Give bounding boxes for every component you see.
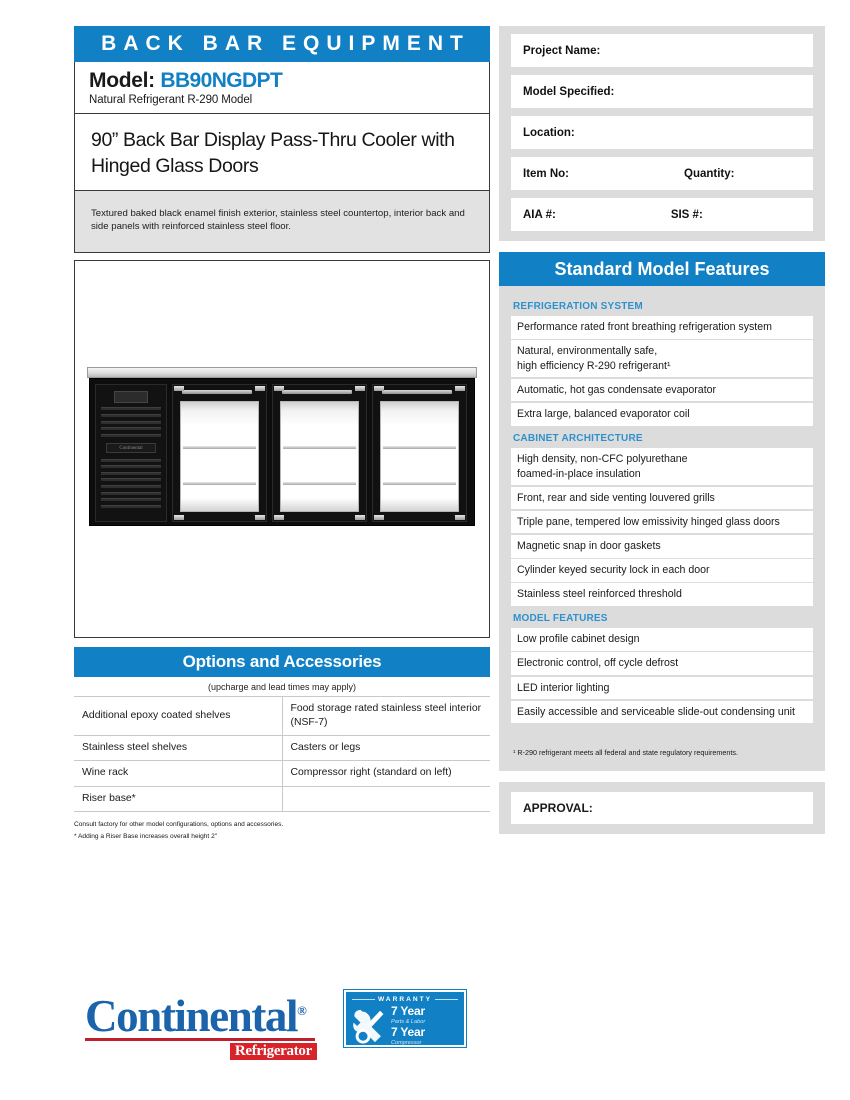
company-name-text: Continental (85, 991, 298, 1041)
product-illustration (87, 367, 477, 527)
glass-pane-2 (280, 401, 359, 512)
options-table-body (74, 697, 490, 811)
product-description-box (74, 114, 490, 190)
options-footnote-1: Consult factory for other model configurations, options and accessories. (74, 820, 284, 828)
glass-pane-1 (180, 401, 259, 512)
options-cell: Compressor right (standard on left) (282, 761, 490, 786)
branding-row (74, 985, 490, 1065)
model-label: Model: (89, 69, 155, 92)
feature-item: Automatic, hot gas condensate evaporator (511, 379, 813, 402)
options-cell: Additional epoxy coated shelves (74, 697, 282, 736)
spec-field-label: Location: (523, 126, 575, 139)
construction-note-box (74, 191, 490, 254)
feature-item: Low profile cabinet design (511, 628, 813, 651)
glass-pane-3 (380, 401, 459, 512)
spec-field-row[interactable] (511, 116, 813, 149)
left-column (74, 26, 490, 844)
feature-item: Cylinder keyed security lock in each door (511, 559, 813, 582)
feature-item: Triple pane, tempered low emissivity hinged glass doors (511, 511, 813, 534)
spec-field-label: AIA #: (523, 208, 556, 221)
feature-item: Front, rear and side venting louvered grills (511, 487, 813, 510)
feature-group-title: CABINET ARCHITECTURE (513, 433, 643, 445)
feature-item: LED interior lighting (511, 677, 813, 700)
warranty-term-2-scope: Compressor (391, 1040, 422, 1046)
model-box (74, 62, 490, 114)
spec-form-fields (511, 34, 813, 231)
spec-field-label: Project Name: (523, 44, 601, 57)
options-cell: Casters or legs (282, 736, 490, 761)
brand-plate: Continental (106, 443, 156, 453)
company-name (85, 985, 317, 1042)
options-cell: Riser base* (74, 786, 282, 811)
glass-door-1 (172, 384, 267, 522)
standard-features-panel (499, 252, 825, 771)
features-groups (499, 286, 825, 723)
warranty-term-1-years: 7 Year (391, 1004, 425, 1018)
door-handle-icon (182, 390, 252, 394)
options-cell: Stainless steel shelves (74, 736, 282, 761)
features-footnote: ¹ R-290 refrigerant meets all federal and state regulatory requirements. (513, 747, 738, 757)
spec-field-label-secondary: Quantity: (684, 167, 735, 180)
approval-panel (499, 782, 825, 834)
spec-field-label: Item No: (523, 167, 569, 180)
features-section-title: Standard Model Features (499, 252, 825, 286)
feature-item: Easily accessible and serviceable slide-out condensing unit (511, 701, 813, 724)
feature-item: Natural, environmentally safe, high efficiency R-290 refrigerant¹ (511, 340, 813, 377)
options-row (74, 761, 490, 786)
spec-field-row[interactable] (511, 75, 813, 108)
warranty-heading: WARRANTY (377, 996, 433, 1003)
control-display (114, 391, 148, 403)
feature-group-title: REFRIGERATION SYSTEM (513, 301, 643, 312)
glass-door-3 (372, 384, 467, 522)
door-handle-icon (382, 390, 452, 394)
glass-door-2 (272, 384, 367, 522)
options-footnotes (74, 819, 490, 844)
refrigerant-note: Natural Refrigerant R-290 Model (89, 94, 253, 107)
options-footnote-2: * Adding a Riser Base increases overall height 2" (74, 833, 218, 841)
feature-item: Magnetic snap in door gaskets (511, 535, 813, 558)
right-column (499, 26, 825, 834)
options-row (74, 786, 490, 811)
options-subtitle: (upcharge and lead times may apply) (74, 677, 490, 697)
registered-mark-icon: ® (297, 1003, 307, 1018)
options-row (74, 697, 490, 736)
product-line-label: Refrigerator (230, 1043, 317, 1060)
warranty-term-1-scope: Parts & Labor (391, 1019, 426, 1025)
options-cell (282, 786, 490, 811)
spec-field-row[interactable] (511, 198, 813, 231)
wrench-screwdriver-icon (352, 1008, 386, 1044)
approval-field[interactable] (511, 792, 813, 824)
spec-form-panel (499, 26, 825, 241)
cabinet-body (89, 378, 475, 526)
feature-item: Electronic control, off cycle defrost (511, 652, 813, 675)
options-cell: Food storage rated stainless steel interior (NSF-7) (282, 697, 490, 736)
warranty-terms (391, 1005, 425, 1047)
warranty-heading-row (352, 996, 458, 1003)
spec-field-label-secondary: SIS #: (670, 208, 703, 221)
spec-field-label: Model Specified: (523, 85, 615, 98)
options-section (74, 647, 490, 843)
model-line (89, 70, 475, 92)
feature-item: Performance rated front breathing refrigeration system (511, 316, 813, 339)
feature-item: Extra large, balanced evaporator coil (511, 403, 813, 426)
model-number: BB90NGDPT (160, 69, 283, 92)
warranty-term-2-years: 7 Year (391, 1025, 425, 1039)
warranty-badge (344, 990, 466, 1047)
feature-group-title: MODEL FEATURES (513, 613, 608, 625)
spec-field-row[interactable] (511, 157, 813, 190)
product-image-panel (74, 260, 490, 638)
continental-logo (85, 985, 317, 1060)
options-section-title: Options and Accessories (74, 647, 490, 677)
product-title: 90” Back Bar Display Pass-Thru Cooler with Hinged Glass Doors (91, 129, 455, 177)
category-title-bar: BACK BAR EQUIPMENT (74, 26, 490, 62)
stainless-countertop (87, 367, 477, 378)
feature-item: Stainless steel reinforced threshold (511, 583, 813, 606)
door-handle-icon (282, 390, 352, 394)
options-table (74, 697, 490, 811)
construction-note: Textured baked black enamel finish exterior, stainless steel countertop, interior back and side panels with reinforced stainless steel floor. (91, 207, 465, 233)
warranty-body (352, 1005, 458, 1047)
options-cell: Wine rack (74, 761, 282, 786)
feature-item: High density, non-CFC polyurethane foamed-in-place insulation (511, 448, 813, 485)
louvered-grill-panel (95, 384, 167, 522)
options-row (74, 736, 490, 761)
approval-label: APPROVAL: (523, 800, 593, 815)
spec-field-row[interactable] (511, 34, 813, 67)
